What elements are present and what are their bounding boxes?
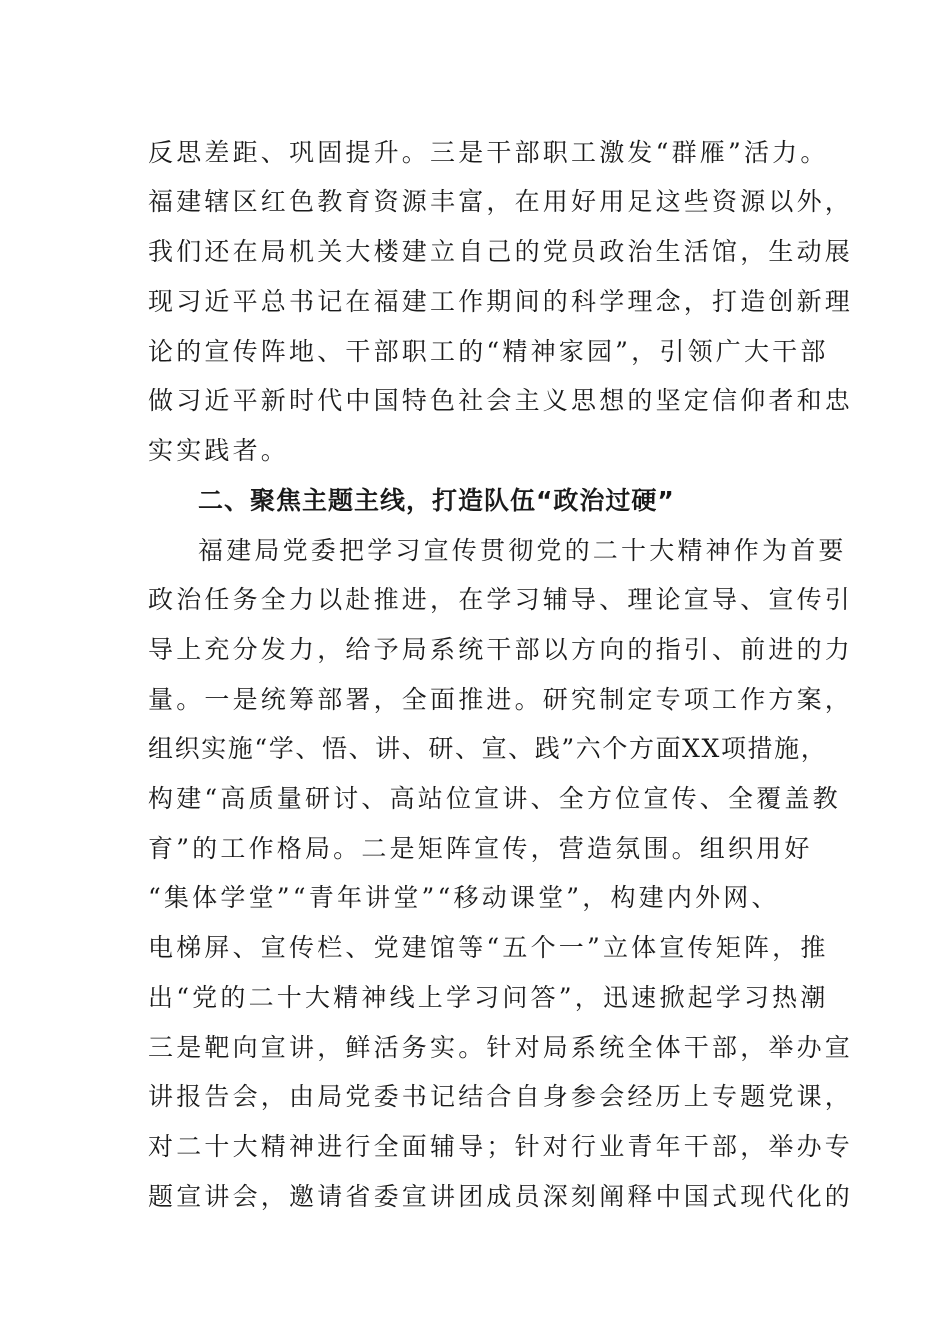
- body-text-line: 我们还在局机关大楼建立自己的党员政治生活馆，生动展: [148, 237, 854, 266]
- body-text-line: 构建“高质量研讨、高站位宣讲、全方位宣传、全覆盖教: [148, 784, 841, 813]
- body-text-line: 导上充分发力，给予局系统干部以方向的指引、前进的力: [148, 635, 854, 664]
- body-text-line: 三是靶向宣讲，鲜活务实。针对局系统全体干部，举办宣: [148, 1033, 854, 1062]
- body-text-line: 政治任务全力以赴推进，在学习辅导、理论宣导、宣传引: [148, 585, 854, 614]
- body-text-line: “集体学堂”“青年讲堂”“移动课堂”，构建内外网、: [148, 883, 780, 912]
- body-text-line: 育”的工作格局。二是矩阵宣传，营造氛围。组织用好: [148, 834, 813, 863]
- body-text-line: 实实践者。: [148, 436, 290, 465]
- body-text-line: 论的宣传阵地、干部职工的“精神家园”，引领广大干部: [148, 337, 829, 366]
- body-text-line: 出“党的二十大精神线上学习问答”，迅速掀起学习热潮: [148, 983, 829, 1012]
- body-text-line: 福建辖区红色教育资源丰富，在用好用足这些资源以外，: [148, 187, 854, 216]
- body-text-line: 讲报告会，由局党委书记结合自身参会经历上专题党课，: [148, 1082, 854, 1111]
- body-text-line: 反思差距、巩固提升。三是干部职工激发“群雁”活力。: [148, 138, 829, 167]
- section-heading: 二、聚焦主题主线，打造队伍“政治过硬”: [198, 486, 675, 515]
- body-text-line: 现习近平总书记在福建工作期间的科学理念，打造创新理: [148, 287, 854, 316]
- body-text-line: 题宣讲会，邀请省委宣讲团成员深刻阐释中国式现代化的: [148, 1182, 854, 1211]
- paragraph-first-line: 福建局党委把学习宣传贯彻党的二十大精神作为首要: [198, 536, 847, 565]
- body-text-line: 做习近平新时代中国特色社会主义思想的坚定信仰者和忠: [148, 386, 854, 415]
- body-text-line: 对二十大精神进行全面辅导；针对行业青年干部，举办专: [148, 1132, 854, 1161]
- body-text-line: 组织实施“学、悟、讲、研、宣、践”六个方面XX项措施，: [148, 734, 828, 763]
- body-text-line: 量。一是统筹部署，全面推进。研究制定专项工作方案，: [148, 685, 854, 714]
- body-text-line: 电梯屏、宣传栏、党建馆等“五个一”立体宣传矩阵，推: [148, 933, 829, 962]
